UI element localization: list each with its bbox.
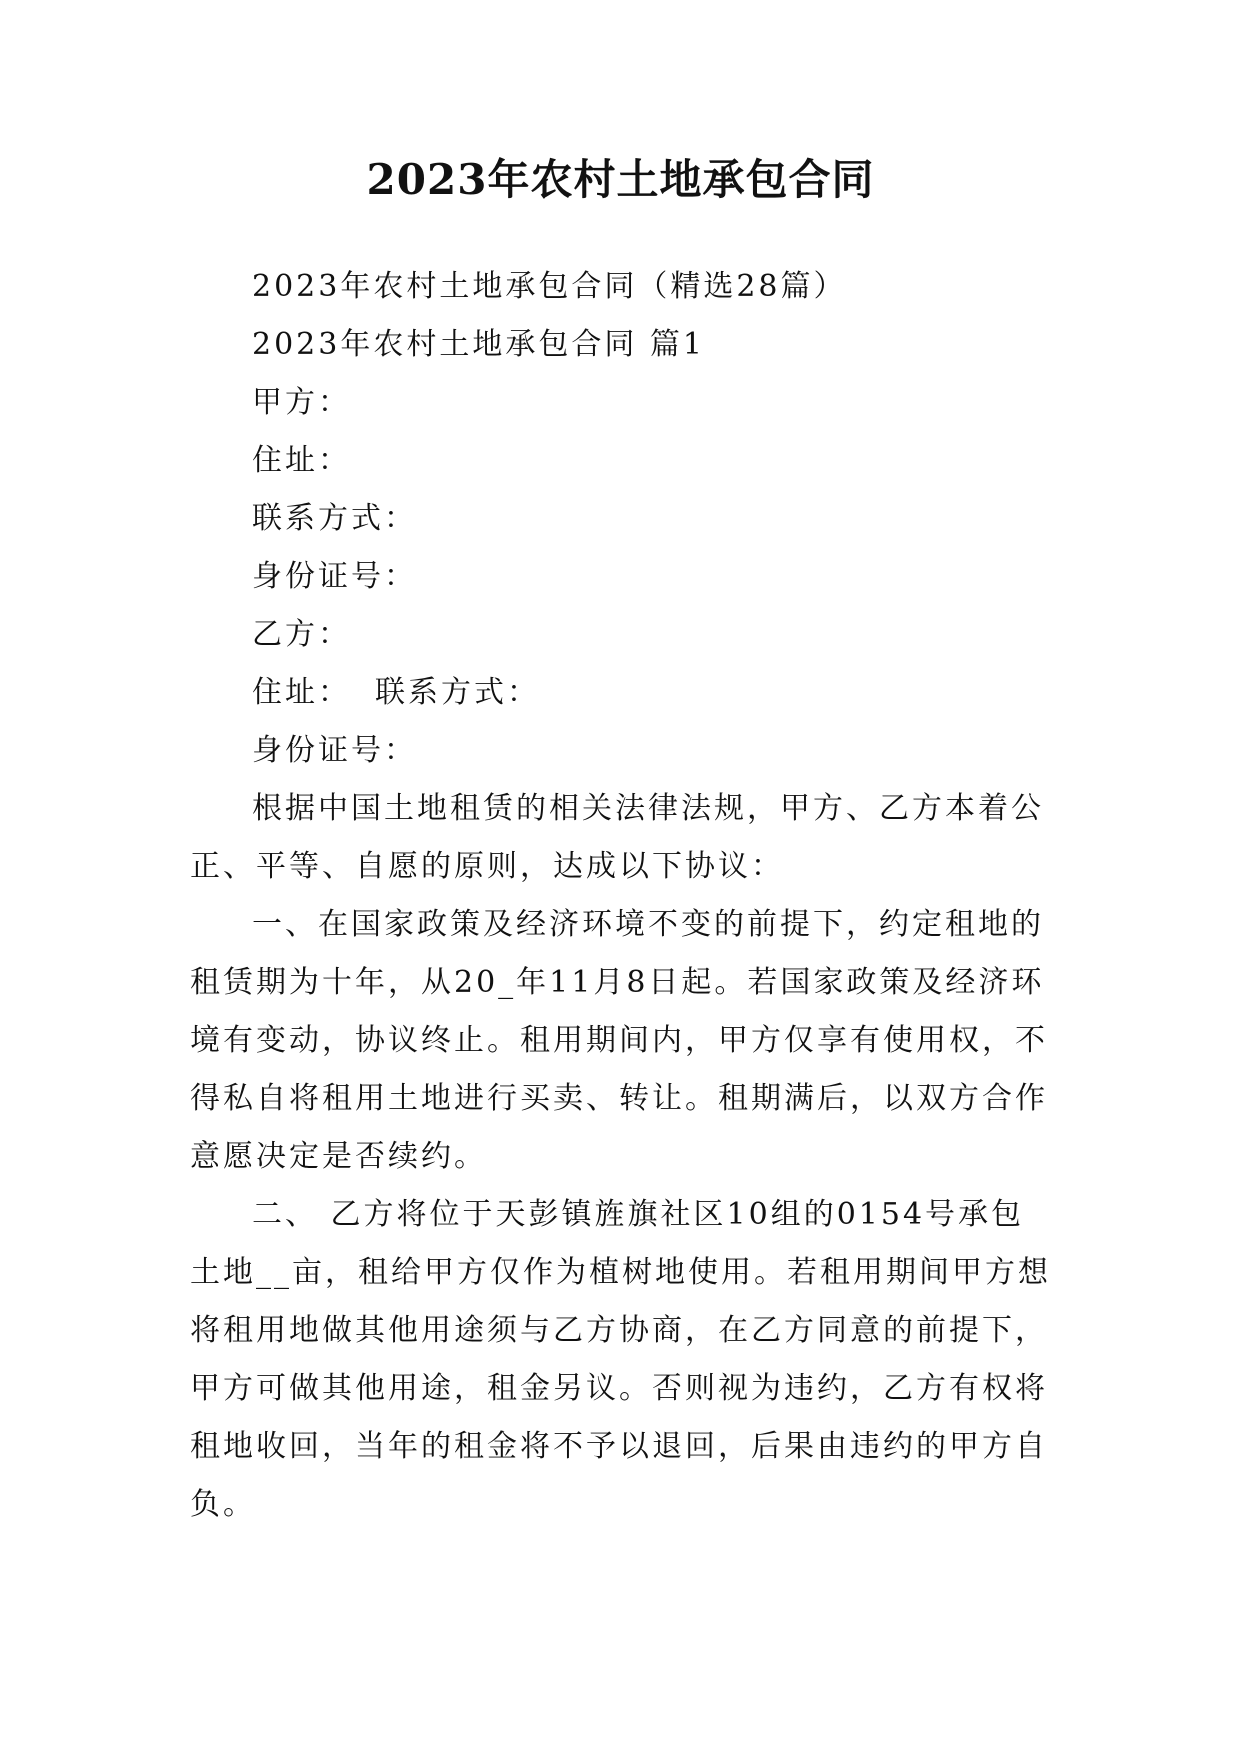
clause-2-line-1: 二、 乙方将位于天彭镇旌旗社区10组的0154号承包 [252,1197,1025,1232]
party-b-label: 乙方： [252,617,351,652]
clause-2-line-6: 负。 [190,1487,256,1522]
clause-1-line-2: 租赁期为十年，从20_年11月8日起。若国家政策及经济环 [190,965,1045,1000]
clause-1-line-1: 一、在国家政策及经济环境不变的前提下，约定租地的 [252,907,1044,942]
party-b-contact-label: 联系方式： [375,675,540,710]
party-b-address-label: 住址： [252,675,351,710]
clause-1-line-5: 意愿决定是否续约。 [190,1139,487,1174]
clause-2-line-5: 租地收回，当年的租金将不予以退回，后果由违约的甲方自 [190,1429,1048,1464]
clause-1-line-4: 得私自将租用土地进行买卖、转让。租期满后，以双方合作 [190,1081,1048,1116]
clause-2-line-3: 将租用地做其他用途须与乙方协商，在乙方同意的前提下， [190,1313,1048,1348]
paragraph-intro-line-1: 根据中国土地租赁的相关法律法规，甲方、乙方本着公 [252,791,1044,826]
clause-2-line-2: 土地__亩，租给甲方仅作为植树地使用。若租用期间甲方想 [190,1255,1051,1290]
party-a-id-label: 身份证号： [252,559,417,594]
party-b-id-label: 身份证号： [252,733,417,768]
party-b-address-contact-row [190,664,1050,722]
document-title: 2023年农村土地承包合同 [366,155,875,204]
clause-2-line-4: 甲方可做其他用途，租金另议。否则视为违约，乙方有权将 [190,1371,1048,1406]
collection-title: 2023年农村土地承包合同（精选28篇） [252,269,847,304]
party-a-label: 甲方： [252,385,351,420]
paragraph-intro-line-2: 正、平等、自愿的原则，达成以下协议： [190,849,784,884]
party-a-address-label: 住址： [252,443,351,478]
document-body [190,258,1050,1534]
clause-1-line-3: 境有变动，协议终止。租用期间内，甲方仅享有使用权，不 [190,1023,1048,1058]
section-heading: 2023年农村土地承包合同 篇1 [252,327,705,362]
party-a-contact-label: 联系方式： [252,501,417,536]
